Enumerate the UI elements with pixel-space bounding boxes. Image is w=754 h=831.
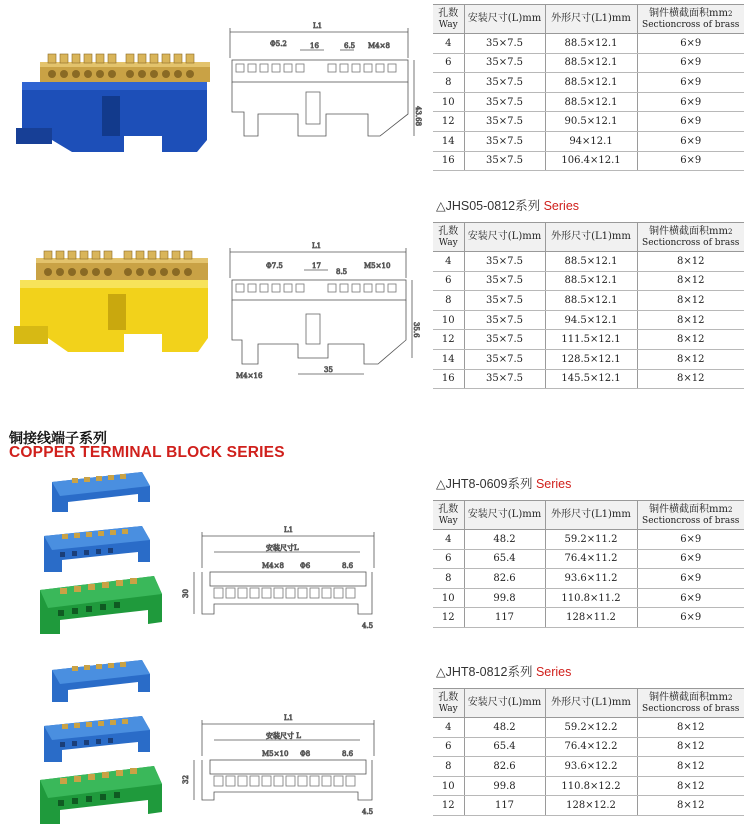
table-cell: 8: [433, 291, 464, 311]
d4-pitch-label: 8.6: [342, 750, 354, 758]
table-cell: 76.4×11.2: [545, 549, 637, 569]
table-cell: 35×7.5: [464, 151, 545, 171]
table-cell: 88.5×12.1: [545, 252, 637, 272]
col-way: 孔数 Way: [433, 5, 464, 34]
d2-l1-label: L1: [312, 242, 322, 250]
d2-base-screw-label: M4×16: [236, 372, 263, 380]
table-cell: 35×7.5: [464, 330, 545, 350]
table-header: [433, 689, 744, 718]
col-install: 安装尺寸(L)mm: [464, 501, 545, 530]
d1-screw-label: M4×8: [368, 42, 390, 50]
spec-table-jhs05-0812: [433, 222, 744, 389]
table-row: [433, 718, 744, 738]
table-cell: 35×7.5: [464, 53, 545, 73]
table-row: [433, 369, 744, 389]
table-header: [433, 501, 744, 530]
table-row: [433, 330, 744, 350]
table-cell: 6×9: [637, 92, 744, 112]
series-label: Series: [535, 665, 572, 679]
table-row: [433, 271, 744, 291]
col-section: 铜件横截面积$mm^2$ Sectioncross of brass: [637, 5, 744, 34]
d3-foot-label: 4.5: [362, 622, 374, 630]
table-cell: 59.2×11.2: [545, 530, 637, 550]
section-title-en: COPPER TERMINAL BLOCK SERIES: [9, 444, 285, 461]
table-cell: 12: [433, 796, 464, 816]
d2-height-label: 35.6: [412, 322, 420, 338]
d3-install-label: 安装尺寸L: [266, 544, 299, 552]
table-cell: 4: [433, 252, 464, 272]
d4-height-label: 32: [182, 775, 190, 784]
d4-l1-label: L1: [284, 714, 294, 722]
series-label: Series: [535, 477, 572, 491]
photo-bridge-terminals-0812: [38, 658, 168, 830]
table-cell: 14: [433, 131, 464, 151]
table-row: [433, 737, 744, 757]
table-cell: 99.8: [464, 588, 545, 608]
col-section: 铜件横截面积$mm^2$ Sectioncross of brass: [637, 223, 744, 252]
drawing-bridge-terminal-0812: [184, 710, 384, 825]
table-row: [433, 530, 744, 550]
table-cell: 16: [433, 151, 464, 171]
col-outline: 外形尺寸(L1)mm: [545, 223, 637, 252]
d3-pitch-label: 8.6: [342, 562, 354, 570]
table-cell: 8×12: [637, 776, 744, 796]
table-cell: 8×12: [637, 310, 744, 330]
table-cell: 16: [433, 369, 464, 389]
d3-l1-label: L1: [284, 526, 294, 534]
table-cell: 4: [433, 34, 464, 54]
col-section: 铜件横截面积$mm^2$ Sectioncross of brass: [637, 689, 744, 718]
table-cell: 10: [433, 588, 464, 608]
table-row: [433, 349, 744, 369]
d2-gap-label: 8.5: [336, 268, 348, 276]
table-cell: 35×7.5: [464, 252, 545, 272]
table-cell: 99.8: [464, 776, 545, 796]
table-cell: 76.4×12.2: [545, 737, 637, 757]
d3-height-label: 30: [182, 589, 190, 598]
table-cell: 8×12: [637, 252, 744, 272]
table-cell: 35×7.5: [464, 92, 545, 112]
d2-pitch-label: 17: [312, 262, 321, 270]
table-cell: 88.5×12.1: [545, 271, 637, 291]
d4-screw-label: M5×10: [262, 750, 289, 758]
table-cell: 65.4: [464, 737, 545, 757]
table-row: [433, 608, 744, 628]
d4-hole-label: Φ8: [300, 750, 311, 758]
col-way: 孔数 Way: [433, 223, 464, 252]
col-install: 安装尺寸(L)mm: [464, 689, 545, 718]
table-cell: 8×12: [637, 757, 744, 777]
table-cell: 35×7.5: [464, 310, 545, 330]
table-row: [433, 588, 744, 608]
col-outline: 外形尺寸(L1)mm: [545, 501, 637, 530]
drawing-din-terminal-1: [218, 18, 422, 158]
table-header: [433, 223, 744, 252]
table-cell: 106.4×12.1: [545, 151, 637, 171]
col-section: 铜件横截面积$mm^2$ Sectioncross of brass: [637, 501, 744, 530]
drawing-bridge-terminal-0609: [184, 510, 384, 635]
table-cell: 12: [433, 330, 464, 350]
table-cell: 35×7.5: [464, 73, 545, 93]
table-cell: 6×9: [637, 608, 744, 628]
d1-l1-label: L1: [313, 22, 323, 30]
spec-table-series-1: [433, 4, 744, 171]
table-cell: 59.2×12.2: [545, 718, 637, 738]
table-cell: 8: [433, 569, 464, 589]
table-cell: 8×12: [637, 796, 744, 816]
d2-screw-label: M5×10: [364, 262, 391, 270]
table-cell: 6×9: [637, 34, 744, 54]
col-install: 安装尺寸(L)mm: [464, 5, 545, 34]
series-code: △JHT8-0812系列: [436, 665, 533, 679]
table-cell: 90.5×12.1: [545, 112, 637, 132]
spec-table-jht8-0812: [433, 688, 744, 816]
series-code: △JHS05-0812系列: [436, 199, 541, 213]
table-cell: 48.2: [464, 530, 545, 550]
table-cell: 35×7.5: [464, 131, 545, 151]
d1-gap-label: 6.5: [344, 42, 356, 50]
table-cell: 145.5×12.1: [545, 369, 637, 389]
drawing-din-terminal-2: [218, 240, 418, 385]
series-code: △JHT8-0609系列: [436, 477, 533, 491]
d1-pitch-label: 16: [310, 42, 319, 50]
series-label: Series: [543, 199, 580, 213]
table-row: [433, 569, 744, 589]
table-cell: 6×9: [637, 569, 744, 589]
table-cell: 10: [433, 92, 464, 112]
table-cell: 88.5×12.1: [545, 291, 637, 311]
table-cell: 82.6: [464, 569, 545, 589]
table-header: [433, 5, 744, 34]
series-title-jhs05-0812: [436, 196, 579, 214]
table-cell: 128×11.2: [545, 608, 637, 628]
table-row: [433, 310, 744, 330]
photo-blue-din-terminal: [12, 40, 212, 160]
table-cell: 8×12: [637, 369, 744, 389]
table-cell: 6×9: [637, 73, 744, 93]
d4-install-label: 安装尺寸 L: [266, 732, 301, 740]
table-cell: 93.6×11.2: [545, 569, 637, 589]
table-cell: 6: [433, 53, 464, 73]
col-outline: 外形尺寸(L1)mm: [545, 689, 637, 718]
col-way: 孔数 Way: [433, 689, 464, 718]
table-cell: 12: [433, 608, 464, 628]
table-row: [433, 34, 744, 54]
d3-hole-label: Φ6: [300, 562, 311, 570]
table-cell: 10: [433, 776, 464, 796]
table-row: [433, 291, 744, 311]
table-cell: 4: [433, 530, 464, 550]
table-cell: 65.4: [464, 549, 545, 569]
table-cell: 8×12: [637, 349, 744, 369]
table-cell: 6×9: [637, 53, 744, 73]
table-cell: 111.5×12.1: [545, 330, 637, 350]
table-cell: 35×7.5: [464, 291, 545, 311]
table-cell: 8×12: [637, 330, 744, 350]
photo-yellow-din-terminal: [12, 248, 212, 358]
table-cell: 8: [433, 757, 464, 777]
table-cell: 8: [433, 73, 464, 93]
table-cell: 35×7.5: [464, 369, 545, 389]
col-install: 安装尺寸(L)mm: [464, 223, 545, 252]
table-row: [433, 131, 744, 151]
d4-foot-label: 4.5: [362, 808, 374, 816]
table-cell: 94.5×12.1: [545, 310, 637, 330]
table-cell: 48.2: [464, 718, 545, 738]
table-cell: 88.5×12.1: [545, 73, 637, 93]
table-cell: 110.8×11.2: [545, 588, 637, 608]
table-cell: 4: [433, 718, 464, 738]
table-cell: 128.5×12.1: [545, 349, 637, 369]
table-cell: 10: [433, 310, 464, 330]
table-cell: 88.5×12.1: [545, 53, 637, 73]
table-row: [433, 796, 744, 816]
table-cell: 6×9: [637, 112, 744, 132]
table-cell: 88.5×12.1: [545, 34, 637, 54]
table-cell: 6×9: [637, 530, 744, 550]
table-cell: 93.6×12.2: [545, 757, 637, 777]
table-cell: 6: [433, 271, 464, 291]
table-cell: 35×7.5: [464, 34, 545, 54]
table-cell: 82.6: [464, 757, 545, 777]
table-cell: 117: [464, 796, 545, 816]
section-title-cn: 铜接线端子系列: [9, 430, 107, 446]
table-cell: 14: [433, 349, 464, 369]
d2-hole-label: Φ7.5: [266, 262, 283, 270]
table-row: [433, 53, 744, 73]
d1-hole-label: Φ5.2: [270, 40, 287, 48]
table-cell: 117: [464, 608, 545, 628]
table-cell: 6×9: [637, 549, 744, 569]
photo-bridge-terminals-0609: [38, 472, 168, 642]
table-cell: 6×9: [637, 131, 744, 151]
table-cell: 88.5×12.1: [545, 92, 637, 112]
table-cell: 6×9: [637, 151, 744, 171]
table-row: [433, 73, 744, 93]
table-cell: 94×12.1: [545, 131, 637, 151]
table-cell: 128×12.2: [545, 796, 637, 816]
d2-base-label: 35: [324, 366, 333, 374]
table-row: [433, 112, 744, 132]
table-cell: 8×12: [637, 291, 744, 311]
table-row: [433, 776, 744, 796]
table-row: [433, 151, 744, 171]
table-row: [433, 549, 744, 569]
col-outline: 外形尺寸(L1)mm: [545, 5, 637, 34]
table-cell: 8×12: [637, 718, 744, 738]
table-cell: 35×7.5: [464, 271, 545, 291]
d3-screw-label: M4×8: [262, 562, 284, 570]
table-cell: 8×12: [637, 271, 744, 291]
table-cell: 35×7.5: [464, 112, 545, 132]
table-cell: 8×12: [637, 737, 744, 757]
table-cell: 35×7.5: [464, 349, 545, 369]
table-cell: 6: [433, 549, 464, 569]
table-row: [433, 757, 744, 777]
series-title-jht8-0812: [436, 662, 571, 680]
series-title-jht8-0609: [436, 474, 571, 492]
d1-height-label: 43.68: [414, 106, 422, 127]
table-cell: 6×9: [637, 588, 744, 608]
table-cell: 6: [433, 737, 464, 757]
table-row: [433, 92, 744, 112]
table-cell: 12: [433, 112, 464, 132]
table-cell: 110.8×12.2: [545, 776, 637, 796]
spec-table-jht8-0609: [433, 500, 744, 628]
col-way: 孔数 Way: [433, 501, 464, 530]
table-row: [433, 252, 744, 272]
